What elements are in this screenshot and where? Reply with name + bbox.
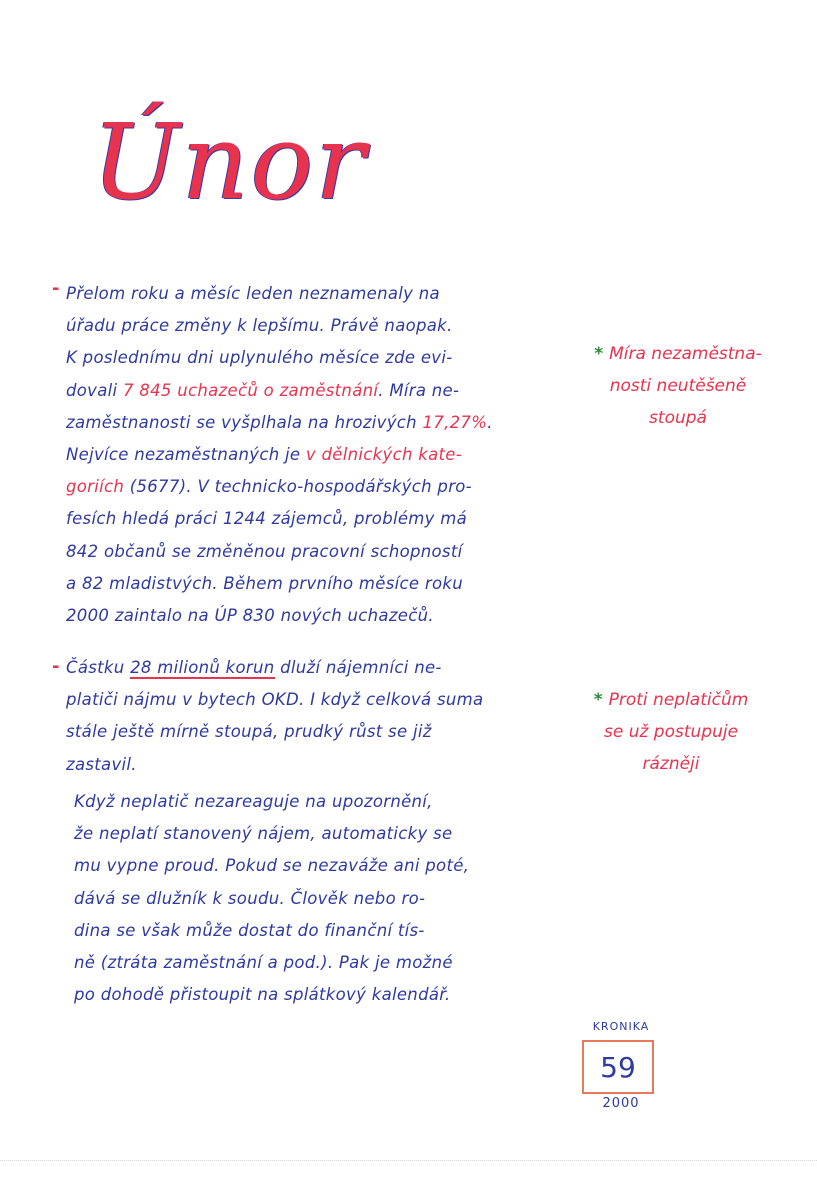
text-line: 2000 zaintalo na ÚP 830 nových uchazečů. <box>66 606 434 626</box>
text-line <box>66 439 546 471</box>
text-line: platiči nájmu v bytech OKD. I když celková suma <box>66 690 484 710</box>
side-note-line <box>568 338 788 370</box>
underlined-amount: 28 milionů korun <box>130 658 275 677</box>
bullet-dash: - <box>52 656 60 677</box>
text-line: Přelom roku a měsíc leden neznamenaly na <box>66 284 440 303</box>
side-note-text: Proti neplatičům <box>608 690 749 710</box>
text-line <box>66 652 546 684</box>
page-title: Únor <box>92 101 367 223</box>
page-edge-divider <box>0 1160 817 1162</box>
text-line: že neplatí stanovený nájem, automaticky se <box>74 824 453 844</box>
text-segment: . <box>487 412 493 432</box>
text-line: zastavil. <box>66 754 137 774</box>
bullet-dash: - <box>52 278 60 299</box>
text-line: 842 občanů se změněnou pracovní schopností <box>66 541 463 561</box>
asterisk-icon: * <box>594 344 604 364</box>
asterisk-icon: * <box>593 690 603 710</box>
text-segment: (5677). V technicko-hospodářských pro- <box>124 477 472 497</box>
paragraph-unemployment <box>66 278 546 632</box>
text-line: po dohodě přistoupit na splátkový kalendář. <box>74 985 451 1005</box>
text-segment: zaměstnanosti se vyšplhala na hrozivých <box>66 412 423 432</box>
text-line: dává se dlužník k soudu. Člověk nebo ro- <box>74 888 426 908</box>
side-note-line <box>566 684 776 716</box>
highlight-categories-cont: goriích <box>66 477 125 497</box>
text-line: a 82 mladistvých. Během prvního měsíce roku <box>66 573 463 593</box>
text-segment: . Míra ne- <box>378 380 460 400</box>
text-segment: dovali <box>66 380 123 400</box>
stamp-label: KRONIKA <box>592 1020 650 1033</box>
page-number: 59 <box>600 1050 636 1084</box>
text-segment: Nejvíce nezaměstnaných je <box>66 445 306 465</box>
side-note-line: stoupá <box>649 408 707 428</box>
text-line: fesích hledá práci 1244 zájemců, problémy má <box>66 509 468 529</box>
side-note-line: nosti neutěšeně <box>609 376 747 396</box>
page-number-box <box>582 1040 654 1094</box>
paragraph-procedure <box>66 786 546 1011</box>
text-line: úřadu práce změny k lepšímu. Právě naopak. <box>66 316 453 336</box>
text-line: mu vypne proud. Pokud se nezaváže ani poté, <box>74 856 470 876</box>
text-line: Když neplatič nezareaguje na upozornění, <box>74 792 433 811</box>
side-note-debtors <box>566 684 776 780</box>
side-note-text: Míra nezaměstna- <box>609 344 762 364</box>
highlight-applicants: 7 845 uchazečů o zaměstnání <box>122 380 379 400</box>
text-line <box>66 471 546 503</box>
highlight-categories: v dělnických kate- <box>305 445 462 465</box>
text-line: K poslednímu dni uplynulého měsíce zde evi- <box>66 348 453 368</box>
paragraph-debt <box>66 652 546 781</box>
text-line: stále ještě mírně stoupá, prudký růst se již <box>66 722 432 742</box>
text-line: dina se však může dostat do finanční tís- <box>74 920 425 940</box>
side-note-line: se už postupuje <box>603 722 739 742</box>
text-line <box>66 407 546 439</box>
stamp-year: 2000 <box>602 1096 640 1111</box>
text-line: ně (ztráta zaměstnání a pod.). Pak je možné <box>74 953 453 973</box>
side-note-unemployment <box>568 338 788 434</box>
highlight-rate: 17,27% <box>422 412 488 432</box>
side-note-line: rázněji <box>642 754 700 774</box>
text-segment: dluží nájemníci ne- <box>274 658 442 677</box>
text-line <box>66 375 546 407</box>
text-segment: Částku <box>66 658 131 677</box>
